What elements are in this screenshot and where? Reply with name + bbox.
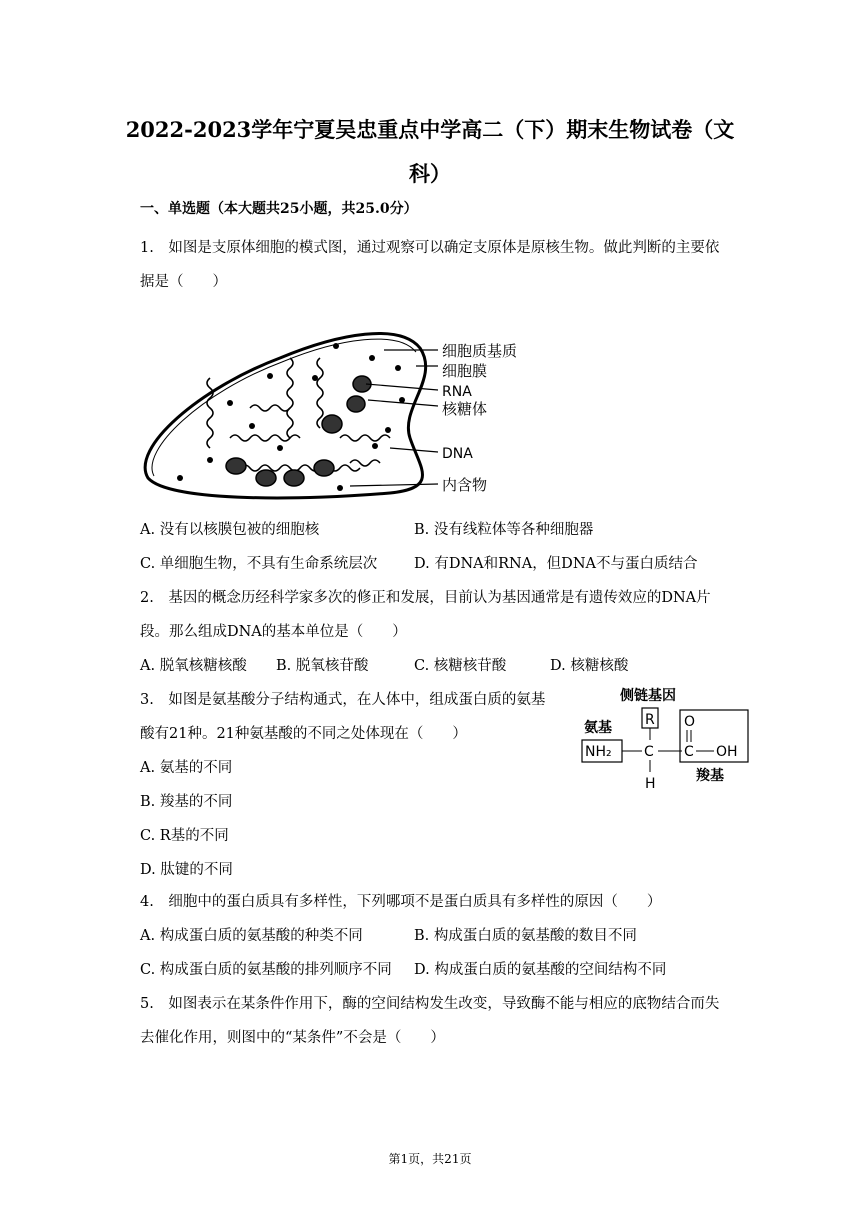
q1-stem-line1: 1. 如图是支原体细胞的模式图，通过观察可以确定支原体是原核生物。做此判断的主要依 [140, 240, 720, 256]
q5-stem-line2: 去催化作用，则图中的“某条件”不会是（ ） [140, 1030, 445, 1046]
carboxyl-carbon: C [684, 744, 694, 760]
label-amino-group: 氨基 [584, 720, 612, 736]
section-heading: 一、单选题（本大题共25小题，共25.0分） [140, 201, 418, 217]
mycoplasma-cell-diagram [140, 328, 530, 508]
q2-option-b[interactable]: B. 脱氧核苷酸 [276, 658, 369, 674]
label-cell-membrane: 细胞膜 [442, 362, 488, 380]
q3-option-b[interactable]: B. 羧基的不同 [140, 794, 233, 810]
q4-option-d[interactable]: D. 构成蛋白质的氨基酸的空间结构不同 [414, 962, 667, 978]
q2-stem-line1: 2. 基因的概念历经科学家多次的修正和发展，目前认为基因通常是有遗传效应的DNA片 [140, 590, 711, 606]
page-footer: 第1页，共21页 [388, 1152, 472, 1166]
q3-stem-line1: 3. 如图是氨基酸分子结构通式，在人体中，组成蛋白质的氨基 [140, 692, 546, 708]
q5-stem-line1: 5. 如图表示在某条件作用下，酶的空间结构发生改变，导致酶不能与相应的底物结合而失 [140, 996, 720, 1012]
q2-option-a[interactable]: A. 脱氧核糖核酸 [140, 658, 247, 674]
oxygen-atom: O [684, 714, 696, 730]
nh2-group: NH₂ [585, 744, 612, 760]
label-side-chain: 侧链基因 [620, 688, 676, 704]
q4-option-a[interactable]: A. 构成蛋白质的氨基酸的种类不同 [140, 928, 363, 944]
r-group: R [645, 712, 655, 728]
label-rna: RNA [442, 384, 472, 400]
label-carboxyl-group: 羧基 [696, 768, 724, 784]
label-ribosome: 核糖体 [442, 400, 488, 418]
amino-acid-structure-diagram [578, 684, 758, 796]
label-inclusion: 内含物 [442, 476, 488, 494]
alpha-carbon: C [644, 744, 654, 760]
exam-title-line2: 科） [409, 161, 451, 186]
hydroxyl-group: OH [716, 744, 738, 760]
q3-option-c[interactable]: C. R基的不同 [140, 828, 229, 844]
q2-option-c[interactable]: C. 核糖核苷酸 [414, 658, 507, 674]
q1-option-a[interactable]: A. 没有以核膜包被的细胞核 [140, 522, 320, 538]
q1-option-b[interactable]: B. 没有线粒体等各种细胞器 [414, 522, 594, 538]
hydrogen-atom: H [645, 776, 656, 792]
q1-option-d[interactable]: D. 有DNA和RNA，但DNA不与蛋白质结合 [414, 556, 698, 572]
label-cytoplasm-matrix: 细胞质基质 [442, 342, 518, 360]
q3-stem-line2: 酸有21种。21种氨基酸的不同之处体现在（ ） [140, 726, 467, 742]
q3-option-d[interactable]: D. 肽键的不同 [140, 862, 233, 878]
exam-title-line1: 2022-2023学年宁夏吴忠重点中学高二（下）期末生物试卷（文 [125, 117, 735, 142]
q4-stem-line1: 4. 细胞中的蛋白质具有多样性，下列哪项不是蛋白质具有多样性的原因（ ） [140, 894, 662, 910]
q4-option-c[interactable]: C. 构成蛋白质的氨基酸的排列顺序不同 [140, 962, 392, 978]
dna-strand [240, 465, 360, 471]
q1-stem-line2: 据是（ ） [140, 274, 227, 290]
q2-option-d[interactable]: D. 核糖核酸 [550, 658, 629, 674]
label-dna: DNA [442, 446, 473, 462]
q3-option-a[interactable]: A. 氨基的不同 [140, 760, 233, 776]
q2-stem-line2: 段。那么组成DNA的基本单位是（ ） [140, 624, 407, 640]
q1-option-c[interactable]: C. 单细胞生物，不具有生命系统层次 [140, 556, 378, 572]
q4-option-b[interactable]: B. 构成蛋白质的氨基酸的数目不同 [414, 928, 637, 944]
